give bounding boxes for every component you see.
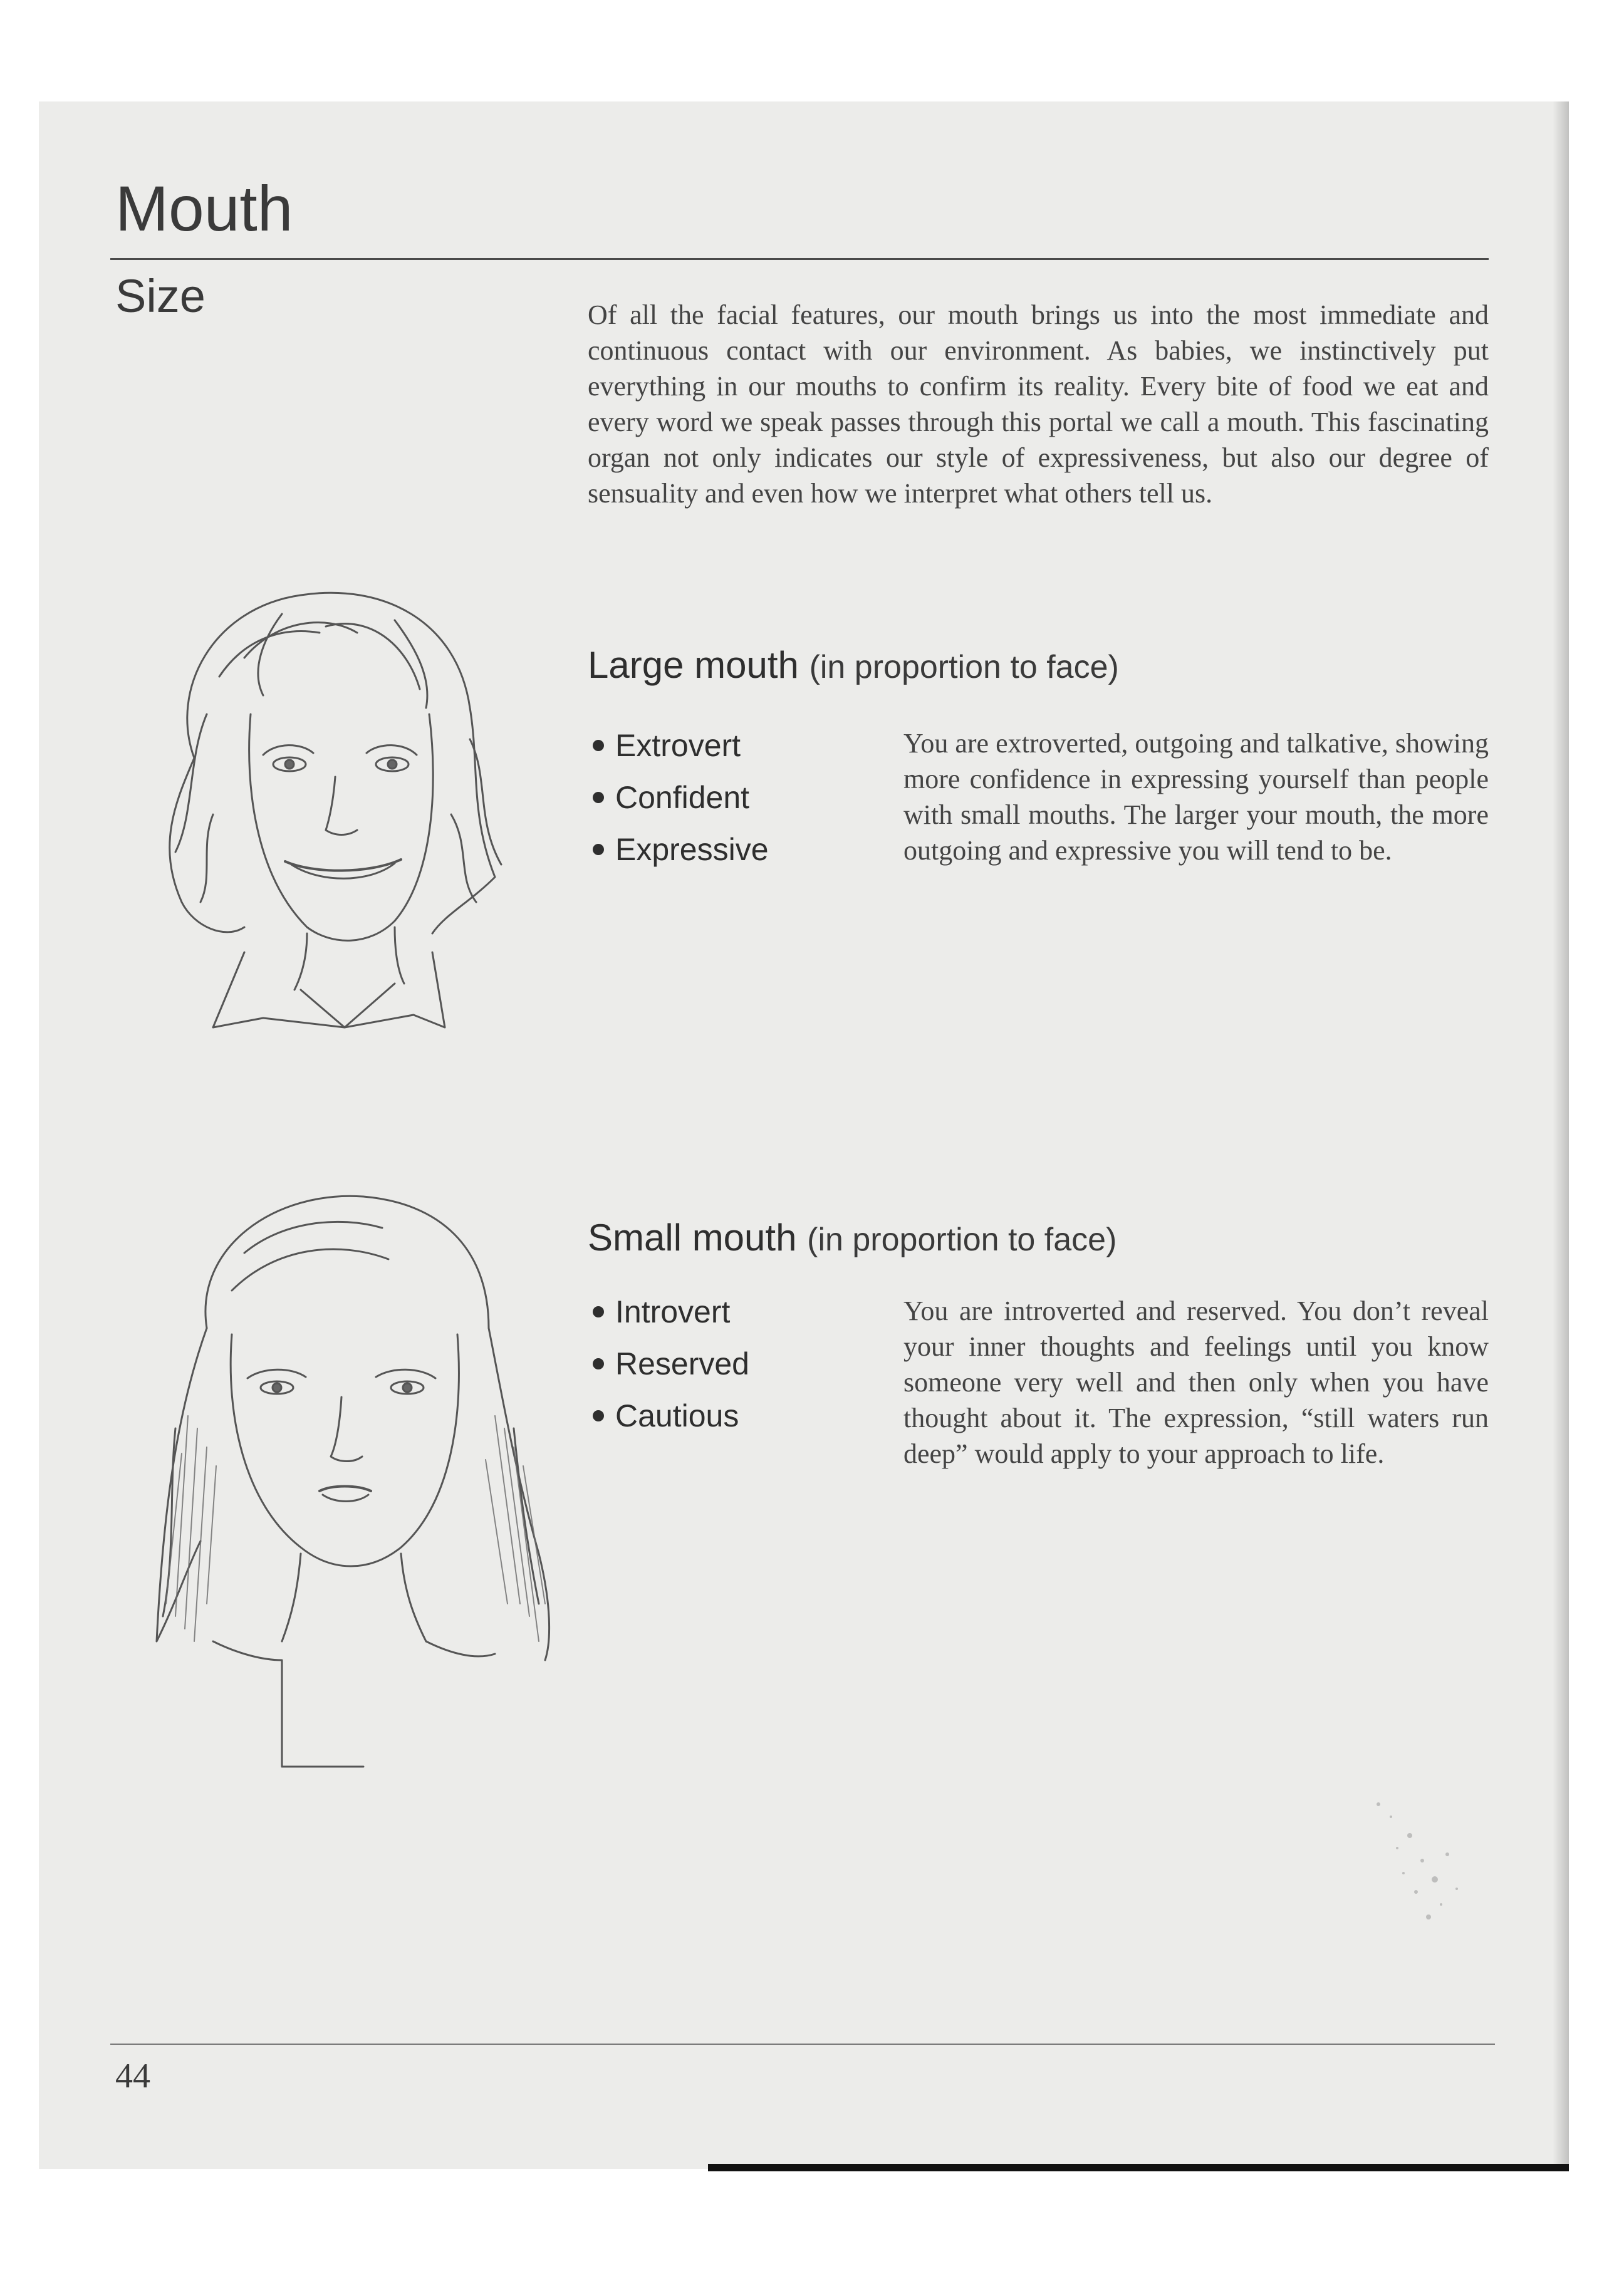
large-mouth-portrait bbox=[119, 551, 558, 1065]
trait-label: Introvert bbox=[615, 1294, 731, 1329]
trait-label: Expressive bbox=[615, 832, 769, 867]
portrait-face bbox=[249, 714, 434, 940]
bullet-icon bbox=[593, 1358, 604, 1369]
bullet-icon bbox=[593, 844, 604, 855]
intro-paragraph: Of all the facial features, our mouth brings us into the most immediate and continuous contact with our environment. As babies, we instinctively put everything in our mouths to confirm its reality. Every bite of food we eat and every word we speak passes through this portal we call a mouth. This fascinating organ not only indicates our style of expressiveness, but also our degree of sensuality and even how we interpret what others tell us. bbox=[588, 299, 1489, 509]
small-mouth-title: Small mouth bbox=[588, 1217, 797, 1259]
trait-item bbox=[590, 779, 769, 831]
page-title: Mouth bbox=[115, 173, 293, 244]
portrait-neck-collar bbox=[213, 927, 445, 1027]
page-number: 44 bbox=[115, 2057, 150, 2096]
trait-label: Confident bbox=[615, 780, 750, 815]
bullet-icon bbox=[593, 792, 604, 803]
trait-item bbox=[590, 1293, 749, 1345]
bullet-icon bbox=[593, 740, 604, 751]
page-edge-shadow bbox=[1553, 101, 1569, 2169]
scan-bottom-edge bbox=[708, 2164, 1569, 2171]
trait-label: Cautious bbox=[615, 1398, 739, 1433]
bullet-icon bbox=[593, 1410, 604, 1421]
trait-label: Reserved bbox=[615, 1346, 749, 1381]
large-mouth-heading bbox=[588, 644, 1119, 686]
trait-label: Extrovert bbox=[615, 728, 741, 763]
small-mouth-qualifier: (in proportion to face) bbox=[807, 1222, 1117, 1258]
portrait-hair bbox=[157, 1196, 549, 1660]
large-mouth-description: You are extroverted, outgoing and talkative, showing more confidence in expressing yourself than people with small mouths. The larger your mouth, the more outgoing and expressive you will tend to be. bbox=[903, 728, 1489, 866]
large-mouth-qualifier: (in proportion to face) bbox=[809, 649, 1119, 685]
portrait-hair-shading bbox=[166, 1416, 545, 1641]
footer-rule bbox=[110, 2044, 1495, 2045]
portrait-neck-collar bbox=[213, 1554, 495, 1767]
large-mouth-title: Large mouth bbox=[588, 644, 799, 686]
small-mouth-heading bbox=[588, 1219, 1116, 1257]
trait-item bbox=[590, 1397, 749, 1449]
title-rule bbox=[110, 258, 1489, 260]
trait-item bbox=[590, 1345, 749, 1397]
paper-smudge bbox=[1341, 1779, 1479, 1942]
bullet-icon bbox=[593, 1306, 604, 1317]
portrait-face bbox=[231, 1334, 459, 1566]
small-mouth-description: You are introverted and reserved. You don’t reveal your inner thoughts and feelings until you know someone very well and then only when you have thought about it. The expression, “still waters run deep” would apply to your approach to life. bbox=[903, 1296, 1489, 1469]
large-mouth-traits bbox=[590, 727, 769, 883]
portrait-hair bbox=[170, 593, 501, 933]
small-mouth-portrait bbox=[138, 1165, 564, 1785]
small-mouth-traits bbox=[590, 1293, 749, 1449]
section-subtitle: Size bbox=[115, 270, 206, 322]
trait-item bbox=[590, 831, 769, 883]
trait-item bbox=[590, 727, 769, 779]
